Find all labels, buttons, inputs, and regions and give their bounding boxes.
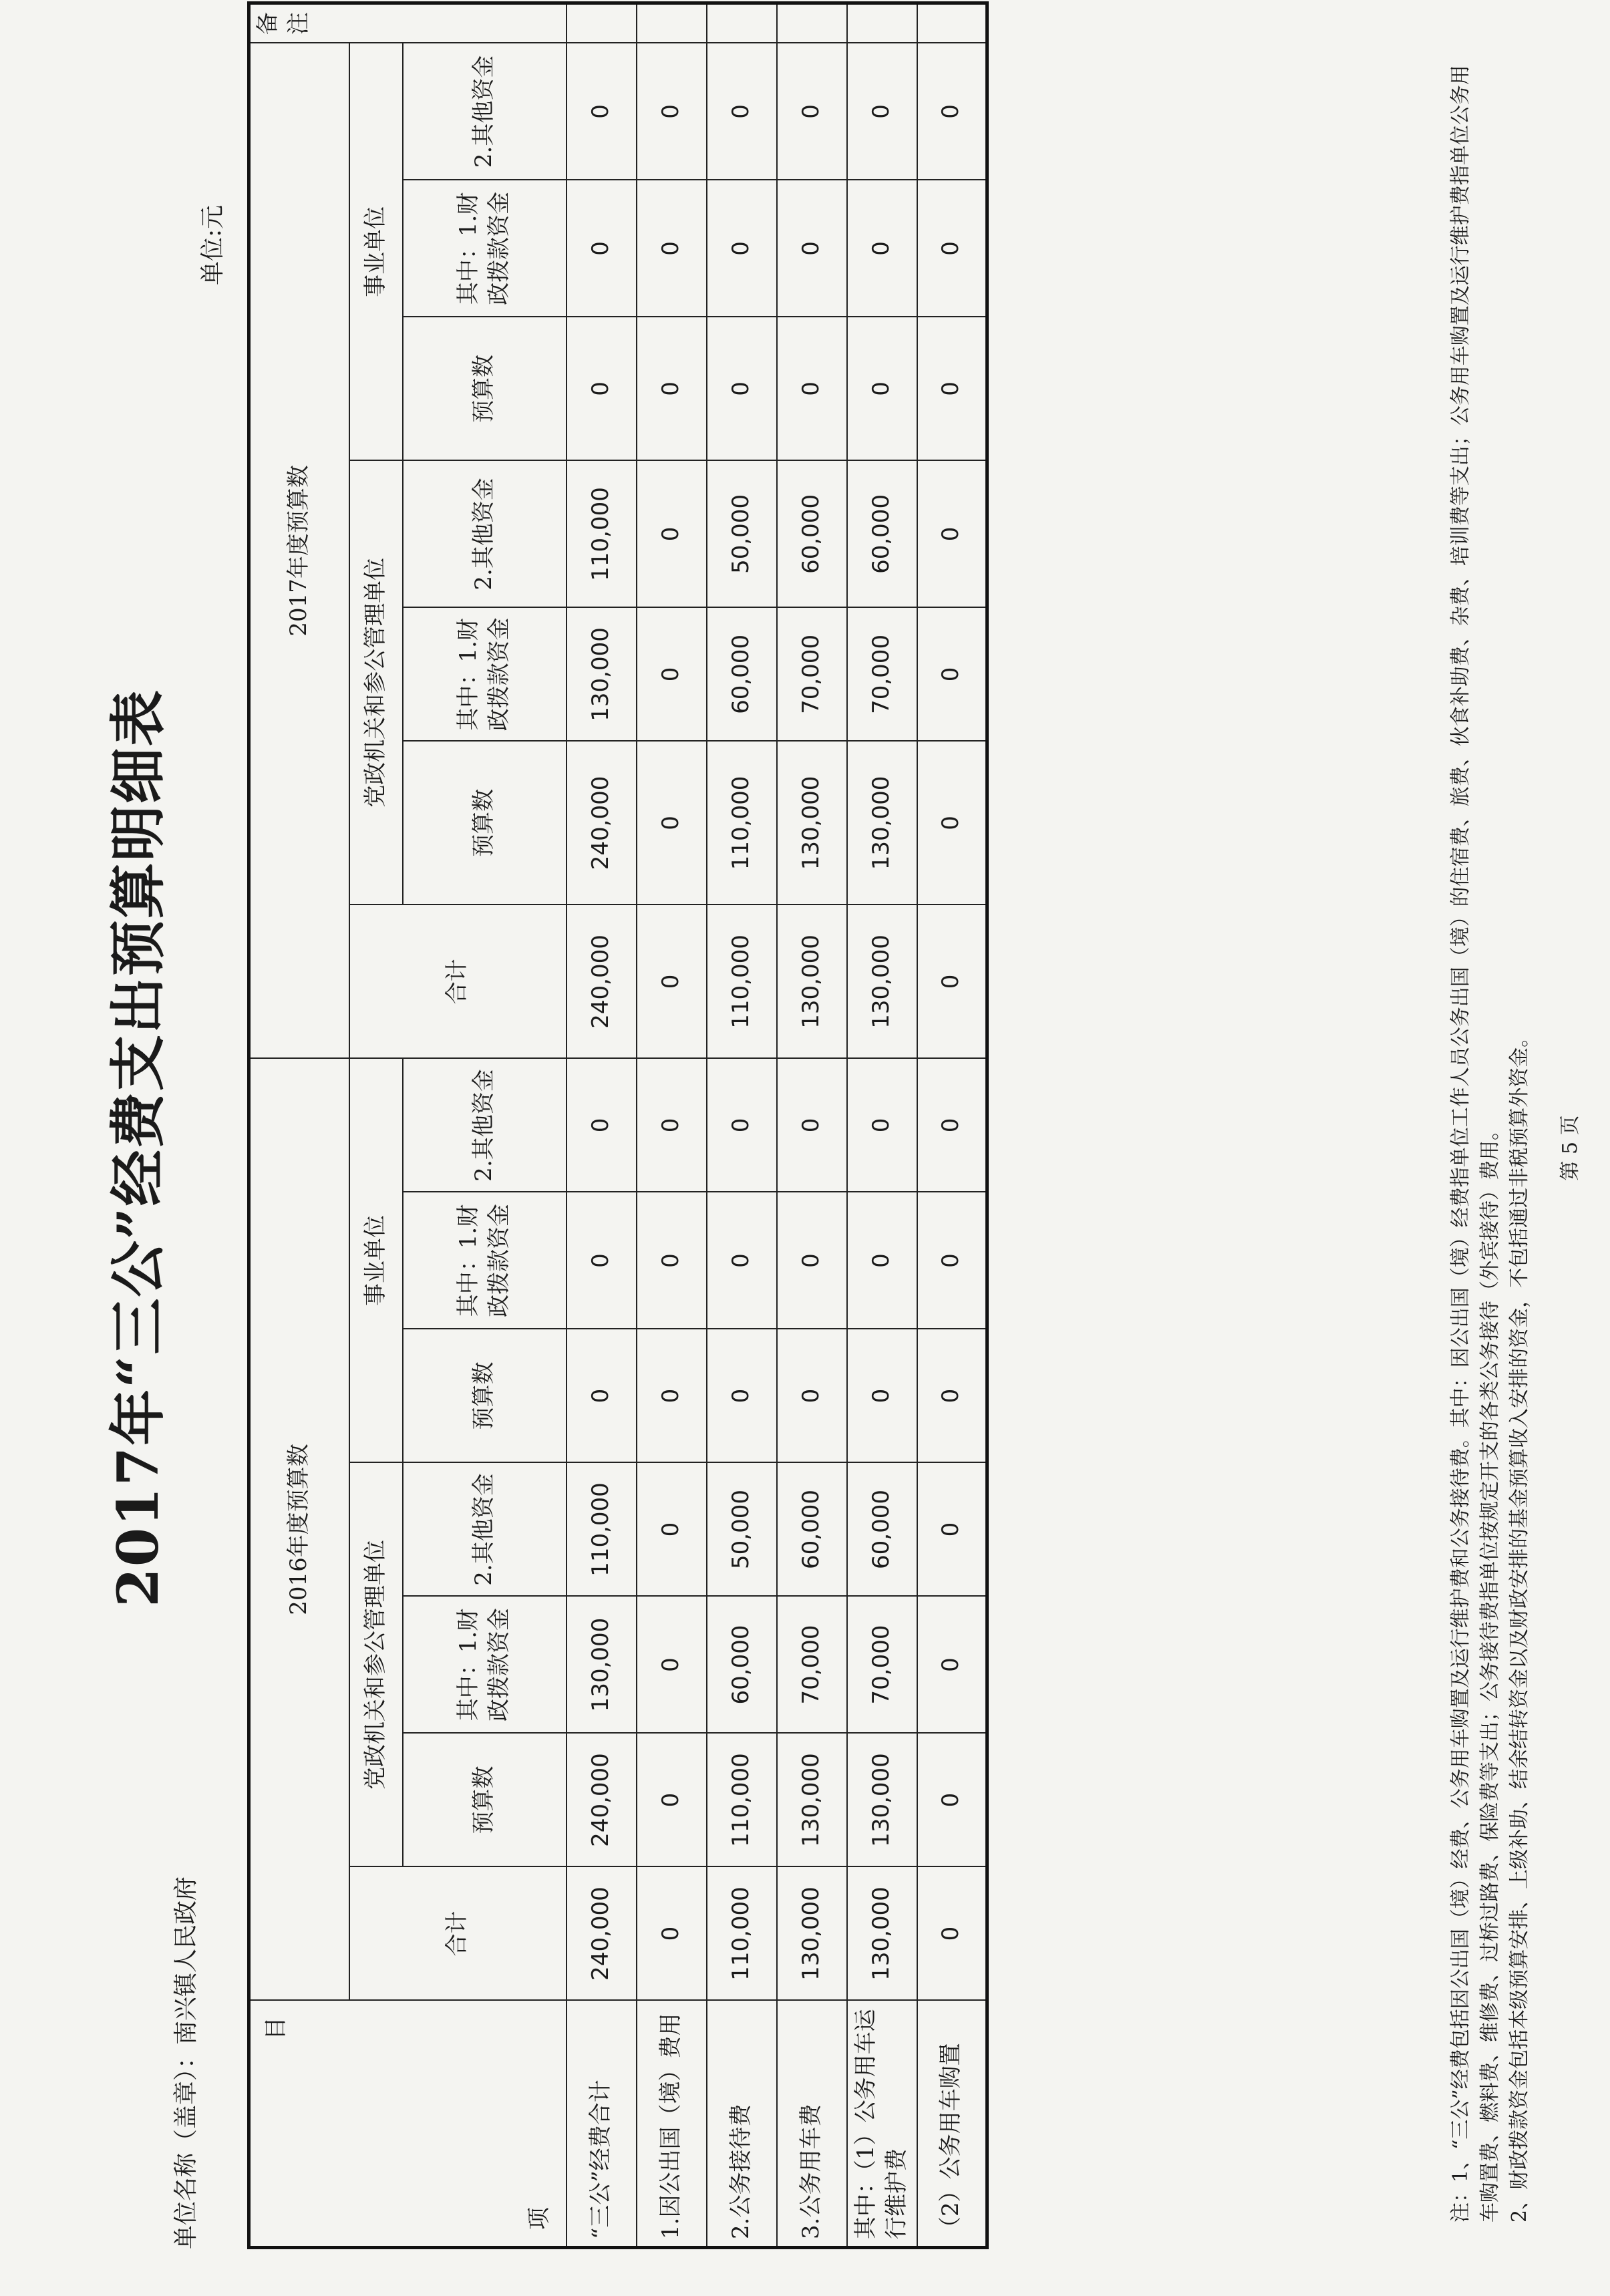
value-cell: 70,000	[777, 607, 847, 741]
project-header-right: 目	[263, 2017, 289, 2040]
project-header-left: 项	[525, 2207, 552, 2230]
table-row	[777, 3, 847, 2247]
value-cell: 110,000	[707, 741, 777, 905]
total-header-2016: 合计	[349, 1867, 567, 2001]
value-cell: 130,000	[777, 741, 847, 905]
value-cell: 0	[637, 1867, 707, 2001]
value-cell: 0	[637, 1192, 707, 1329]
value-cell: 0	[707, 180, 777, 317]
value-cell: 60,000	[847, 1463, 917, 1597]
value-cell: 0	[917, 905, 987, 1058]
value-cell: 0	[917, 607, 987, 741]
value-cell: 0	[777, 1329, 847, 1463]
value-cell: 0	[637, 905, 707, 1058]
remark-cell	[637, 3, 707, 43]
value-cell: 110,000	[567, 460, 637, 607]
page-number: 第 5 页	[1559, 1115, 1582, 1181]
value-cell: 0	[917, 43, 987, 180]
row-label: （2）公务用车购置	[917, 2001, 987, 2248]
value-cell: 0	[637, 1329, 707, 1463]
institution-header-2017: 事业单位	[349, 43, 403, 460]
unit-name: 单位名称（盖章）：南兴镇人民政府	[172, 1876, 200, 2249]
row-label: “三公”经费合计	[567, 2001, 637, 2248]
value-cell: 0	[707, 317, 777, 460]
value-cell: 130,000	[847, 1867, 917, 2001]
value-cell: 130,000	[847, 741, 917, 905]
table-row	[567, 3, 637, 2247]
value-cell: 0	[637, 1597, 707, 1734]
value-cell: 0	[777, 1192, 847, 1329]
value-cell: 110,000	[707, 1867, 777, 2001]
value-cell: 0	[707, 1329, 777, 1463]
value-cell: 0	[637, 1463, 707, 1597]
fiscal-funds-header: 其中：1.财政拨款资金	[403, 607, 567, 741]
value-cell: 0	[917, 317, 987, 460]
value-cell: 60,000	[707, 1597, 777, 1734]
value-cell: 0	[777, 43, 847, 180]
value-cell: 0	[637, 180, 707, 317]
other-funds-header: 2.其他资金	[403, 460, 567, 607]
value-cell: 0	[847, 1329, 917, 1463]
value-cell: 0	[567, 180, 637, 317]
value-cell: 0	[917, 460, 987, 607]
value-cell: 240,000	[567, 741, 637, 905]
unit-label: 单位:元	[199, 204, 226, 285]
value-cell: 0	[637, 43, 707, 180]
value-cell: 70,000	[847, 1597, 917, 1734]
value-cell: 50,000	[707, 460, 777, 607]
other-funds-header: 2.其他资金	[403, 1058, 567, 1192]
remark-cell	[777, 3, 847, 43]
value-cell: 0	[707, 1192, 777, 1329]
budget-2017-header: 2017年度预算数	[249, 43, 349, 1058]
footnote-1: 注：1、“三公”经费包括因公出国（境）经费、公务用车购置及运行维护费和公务接待费。其中：因公出国（境）经费指单位工作人员公务出国（境）的住宿费、旅费、伙食补助费、杂费、培训费等支出；公务用车购置及运行维护费指单位公务用车购置费、燃料费、维修费、过桥过路费、保险费等支出；公务接待费指单位按规定开支的各类公务接待（外宾接待）费用。	[1449, 65, 1502, 2223]
value-cell: 0	[637, 317, 707, 460]
project-header	[249, 2001, 567, 2248]
total-header-2017: 合计	[349, 905, 567, 1058]
value-cell: 0	[567, 43, 637, 180]
value-cell: 0	[567, 1058, 637, 1192]
value-cell: 0	[917, 1597, 987, 1734]
value-cell: 0	[777, 180, 847, 317]
value-cell: 240,000	[567, 1734, 637, 1867]
value-cell: 0	[917, 180, 987, 317]
value-cell: 130,000	[847, 905, 917, 1058]
value-cell: 0	[917, 1058, 987, 1192]
fiscal-funds-header: 其中：1.财政拨款资金	[403, 1597, 567, 1734]
budget-table	[247, 1, 989, 2249]
value-cell: 0	[917, 1867, 987, 2001]
value-cell: 0	[707, 43, 777, 180]
value-cell: 110,000	[707, 905, 777, 1058]
row-label: 3.公务用车费	[777, 2001, 847, 2248]
other-funds-header: 2.其他资金	[403, 43, 567, 180]
value-cell: 0	[917, 1734, 987, 1867]
value-cell: 240,000	[567, 1867, 637, 2001]
remark-cell	[707, 3, 777, 43]
institution-header-2016: 事业单位	[349, 1058, 403, 1462]
value-cell: 0	[777, 1058, 847, 1192]
value-cell: 60,000	[777, 1463, 847, 1597]
value-cell: 0	[847, 1058, 917, 1192]
value-cell: 130,000	[567, 1597, 637, 1734]
value-cell: 0	[707, 1058, 777, 1192]
value-cell: 0	[637, 1734, 707, 1867]
value-cell: 130,000	[777, 905, 847, 1058]
row-label: 2.公务接待费	[707, 2001, 777, 2248]
value-cell: 0	[637, 741, 707, 905]
value-cell: 0	[637, 460, 707, 607]
value-cell: 0	[567, 1329, 637, 1463]
row-label: 其中：（1）公务用车运行维护费	[847, 2001, 917, 2248]
remark-cell	[917, 3, 987, 43]
value-cell: 0	[917, 741, 987, 905]
value-cell: 0	[917, 1329, 987, 1463]
value-cell: 130,000	[847, 1734, 917, 1867]
value-cell: 130,000	[567, 607, 637, 741]
value-cell: 60,000	[707, 607, 777, 741]
budget-num-header: 预算数	[403, 741, 567, 905]
value-cell: 60,000	[847, 460, 917, 607]
remark-cell	[567, 3, 637, 43]
value-cell: 0	[847, 180, 917, 317]
value-cell: 0	[637, 607, 707, 741]
fiscal-funds-header: 其中：1.财政拨款资金	[403, 180, 567, 317]
remarks-header: 备注	[249, 3, 567, 43]
value-cell: 0	[567, 1192, 637, 1329]
budget-2016-header: 2016年度预算数	[249, 1058, 349, 2000]
row-label: 1.因公出国（境）费用	[637, 2001, 707, 2248]
remark-cell	[847, 3, 917, 43]
value-cell: 130,000	[777, 1734, 847, 1867]
footnote-2: 2、财政拨款资金包括本级预算安排、上级补助、结余结转资金以及财政安排的基金预算收入安排的资金，不包括通过非税预算外资金。	[1508, 1027, 1531, 2223]
budget-num-header: 预算数	[403, 317, 567, 460]
table-row	[917, 3, 987, 2247]
page-title: 2017年“三公”经费支出预算明细表	[105, 689, 171, 1607]
party-gov-header-2017: 党政机关和参公管理单位	[349, 460, 403, 905]
value-cell: 0	[777, 317, 847, 460]
value-cell: 60,000	[777, 460, 847, 607]
value-cell: 50,000	[707, 1463, 777, 1597]
budget-num-header: 预算数	[403, 1329, 567, 1463]
table-row	[847, 3, 917, 2247]
other-funds-header: 2.其他资金	[403, 1463, 567, 1597]
table-row	[637, 3, 707, 2247]
value-cell: 0	[847, 317, 917, 460]
value-cell: 110,000	[707, 1734, 777, 1867]
value-cell: 0	[917, 1463, 987, 1597]
value-cell: 240,000	[567, 905, 637, 1058]
value-cell: 130,000	[777, 1867, 847, 2001]
table-row	[707, 3, 777, 2247]
budget-num-header: 预算数	[403, 1734, 567, 1867]
value-cell: 0	[567, 317, 637, 460]
value-cell: 0	[637, 1058, 707, 1192]
fiscal-funds-header: 其中：1.财政拨款资金	[403, 1192, 567, 1329]
value-cell: 70,000	[777, 1597, 847, 1734]
value-cell: 0	[917, 1192, 987, 1329]
party-gov-header-2016: 党政机关和参公管理单位	[349, 1463, 403, 1867]
value-cell: 70,000	[847, 607, 917, 741]
value-cell: 0	[847, 43, 917, 180]
value-cell: 110,000	[567, 1463, 637, 1597]
footnotes	[1446, 51, 1535, 2223]
value-cell: 0	[847, 1192, 917, 1329]
